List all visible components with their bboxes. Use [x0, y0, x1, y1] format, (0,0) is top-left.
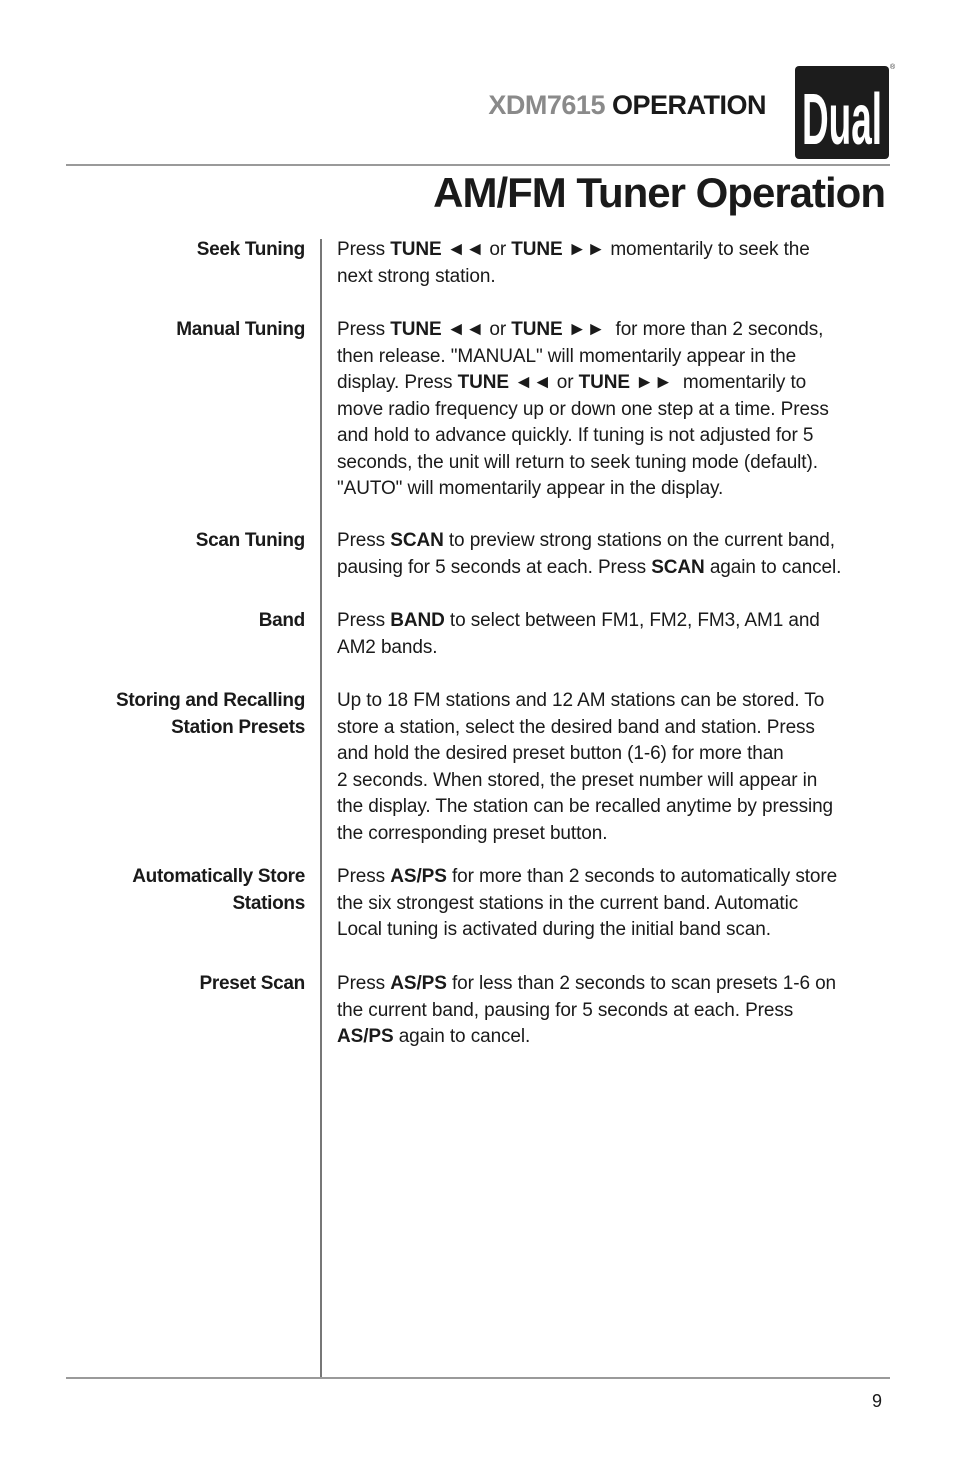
body-line: Press TUNE ◄◄ or TUNE ►► for more than 2 seconds,	[337, 319, 824, 340]
section-label	[65, 864, 305, 917]
section-label	[65, 971, 305, 998]
section-body	[337, 688, 897, 847]
body-line: the six strongest stations in the current band. Automatic	[337, 892, 799, 914]
section-body	[337, 608, 897, 661]
page-title: AM/FM Tuner Operation	[433, 169, 885, 216]
body-line: then release. "MANUAL" will momentarily appear in the	[337, 345, 797, 367]
body-line: AS/PS again to cancel.	[337, 1026, 531, 1047]
top-rule	[66, 164, 890, 166]
body-line: 2 seconds. When stored, the preset number will appear in	[337, 769, 818, 791]
section-body	[337, 237, 897, 290]
section-label-line: Manual Tuning	[176, 319, 305, 340]
body-line: move radio frequency up or down one step at a time. Press	[337, 398, 829, 420]
page-number: 9	[872, 1391, 883, 1411]
body-line: the display. The station can be recalled anytime by pressing	[337, 796, 834, 817]
section-label-line: Station Presets	[171, 716, 305, 738]
section-label	[65, 528, 305, 555]
body-line: Press TUNE ◄◄ or TUNE ►► momentarily to seek the	[337, 239, 810, 260]
section-label	[65, 688, 305, 741]
body-line: pausing for 5 seconds at each. Press SCAN again to cancel.	[337, 556, 842, 578]
column-divider	[320, 239, 322, 1379]
body-line: AM2 bands.	[337, 636, 438, 658]
body-line: Up to 18 FM stations and 12 AM stations can be stored. To	[337, 690, 825, 711]
body-line: next strong station.	[337, 265, 496, 287]
registered-mark: ®	[890, 64, 896, 71]
body-line: display. Press TUNE ◄◄ or TUNE ►► momentarily to	[337, 372, 807, 393]
body-line: the current band, pausing for 5 seconds at each. Press	[337, 999, 794, 1021]
body-line: Press AS/PS for more than 2 seconds to automatically store	[337, 866, 838, 887]
body-line: Local tuning is activated during the initial band scan.	[337, 919, 771, 940]
section-body	[337, 971, 897, 1051]
operation-label: OPERATION	[611, 90, 766, 120]
section-label-line: Scan Tuning	[195, 530, 305, 551]
body-line: and hold the desired preset button (1-6) for more than	[337, 743, 784, 764]
bottom-rule	[66, 1377, 890, 1379]
body-line: Press AS/PS for less than 2 seconds to scan presets 1-6 on	[337, 973, 837, 994]
section-body	[337, 528, 897, 581]
section-label-line: Automatically Store	[132, 866, 305, 887]
dual-logo-graphic	[795, 66, 889, 159]
section-label-line: Preset Scan	[199, 973, 305, 994]
logo-text: Dual	[802, 80, 882, 159]
section-body	[337, 317, 897, 503]
section-body	[337, 864, 897, 944]
section-label-line: Band	[258, 610, 305, 631]
section-label-line: Storing and Recalling	[116, 690, 305, 711]
section-label	[65, 608, 305, 635]
body-line: "AUTO" will momentarily appear in the display.	[337, 478, 724, 499]
section-label-line: Stations	[232, 892, 305, 914]
section-label-line: Seek Tuning	[196, 239, 305, 260]
body-line: seconds, the unit will return to seek tuning mode (default).	[337, 451, 818, 473]
body-line: the corresponding preset button.	[337, 822, 608, 844]
section-label	[65, 237, 305, 264]
body-line: Press BAND to select between FM1, FM2, FM3, AM1 and	[337, 610, 820, 631]
body-line: store a station, select the desired band and station. Press	[337, 716, 815, 738]
dual-logo	[795, 66, 889, 159]
body-line: Press SCAN to preview strong stations on the current band,	[337, 530, 835, 551]
section-label	[65, 317, 305, 344]
body-line: and hold to advance quickly. If tuning is not adjusted for 5	[337, 425, 814, 446]
header-title	[488, 92, 766, 119]
model-number: XDM7615	[488, 90, 605, 120]
